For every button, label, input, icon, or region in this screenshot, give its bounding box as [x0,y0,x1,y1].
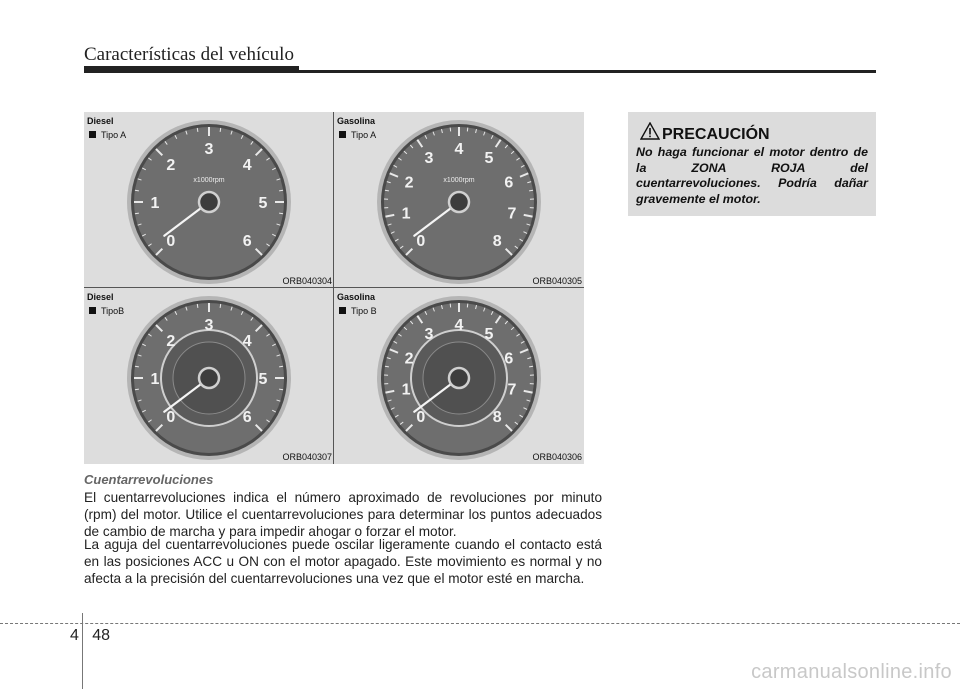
dial-hub [449,192,469,212]
dial-tick [220,304,221,308]
type-label [339,306,377,316]
dial-tick [529,366,533,367]
panel-gasolina-type-a [334,112,584,288]
dial-number: 7 [507,381,517,399]
dial-number: 8 [492,409,502,427]
dial-number: 5 [484,150,494,168]
figure-code: ORB040306 [532,452,582,462]
dial-number: 5 [258,195,268,212]
dial-number: 0 [166,233,176,251]
engine-label: Diesel [87,116,114,126]
dial-tick [197,128,198,132]
type-text: TipoB [101,306,125,316]
dial-tick [279,389,283,390]
bullet-square-icon [89,131,96,138]
engine-label: Diesel [87,292,114,302]
dial-number: 4 [242,332,252,350]
dial-hub [199,368,219,388]
dial-number: 0 [416,409,426,427]
type-text: Tipo A [351,130,377,140]
panel-diesel-type-a [84,112,334,288]
bullet-square-icon [339,307,346,314]
warning-triangle-icon [640,122,660,140]
dial-number: 0 [416,233,426,251]
bullet-square-icon [89,307,96,314]
body-paragraph: La aguja del cuentarrevoluciones puede oscilar ligeramente cuando el contacto está en las posiciones ACC u ON con el motor apagado. Este movimiento es normal y no afecta a la precisión del cuentarrevoluciones una vez que el motor esté en marcha. [84,537,602,586]
type-label [89,130,126,140]
type-text: Tipo A [101,130,127,140]
panel-gasolina-type-b [334,288,584,464]
dial-hub [199,192,219,212]
header-rule [84,70,876,73]
dial-number: 2 [166,156,176,174]
dial-number: 7 [507,205,517,223]
engine-label: Gasolina [337,116,376,126]
caution-title: PRECAUCIÓN [662,126,770,143]
dial-number: 3 [424,326,434,344]
dial-tick [135,366,139,367]
bullet-square-icon [339,131,346,138]
page-number [70,627,110,645]
dial-tick [220,128,221,132]
dial-hub [449,368,469,388]
dial-number: 3 [204,141,214,158]
type-label [339,130,376,140]
dial-number: 6 [242,233,252,251]
dial-tick [279,366,283,367]
panel-diesel-type-b [84,288,334,464]
dial-tick [279,190,283,191]
type-text: Tipo B [351,306,377,316]
caution-text: No haga funcionar el motor dentro de la ZONA ROJA del cuentarrevoluciones. Podría dañar gravemente el motor. [636,145,868,206]
dial-number: 1 [401,381,411,399]
figure-divider-horizontal [84,287,584,288]
dial-number: 1 [401,205,411,223]
type-label [89,306,124,316]
figure-code: ORB040304 [282,276,332,286]
caution-box [628,112,876,216]
dial-number: 2 [404,174,414,192]
figure-divider-vertical [333,112,334,464]
dial-tick [385,190,389,191]
dial-number: 1 [150,371,160,388]
dial-number: 1 [150,195,160,212]
dial-tick [135,190,139,191]
dial-number: 2 [404,350,414,368]
section-title: Cuentarrevoluciones [84,472,214,487]
dial-tick [197,304,198,308]
figure-code: ORB040307 [282,452,332,462]
dial-number: 4 [242,156,252,174]
page-separator [82,613,83,689]
dial-tick [385,366,389,367]
dial-number: 6 [504,174,514,192]
dial-number: 5 [484,326,494,344]
dial-number: 4 [454,317,464,334]
dial-unit-label: x1000rpm [443,177,475,184]
dial-number: 6 [504,350,514,368]
dial-number: 2 [166,332,176,350]
dial-tick [279,213,283,214]
figure-code: ORB040305 [532,276,582,286]
body-paragraph: El cuentarrevoluciones indica el número aproximado de revoluciones por minuto (rpm) del motor. Utilice el cuentarrevoluciones para determinar los puntos adecuados de cambio de marcha y para impedir ahogar o forzar el motor. [84,490,602,539]
dial-number: 3 [204,317,214,334]
page-rule [0,623,960,624]
page-number-value: 48 [92,627,111,644]
dial-tick [135,389,139,390]
tachometer-figure [84,112,584,464]
dial-number: 6 [242,409,252,427]
watermark: carmanualsonline.info [751,661,952,683]
dial-tick [135,213,139,214]
dial-unit-label: x1000rpm [193,177,225,184]
chapter-number: 4 [70,627,79,644]
dial-number: 3 [424,150,434,168]
header-title: Características del vehículo [84,44,294,65]
dial-number: 0 [166,409,176,427]
engine-label: Gasolina [337,292,376,302]
dial-number: 8 [492,233,502,251]
dial-number: 4 [454,141,464,158]
dial-tick [529,190,533,191]
dial-number: 5 [258,371,268,388]
